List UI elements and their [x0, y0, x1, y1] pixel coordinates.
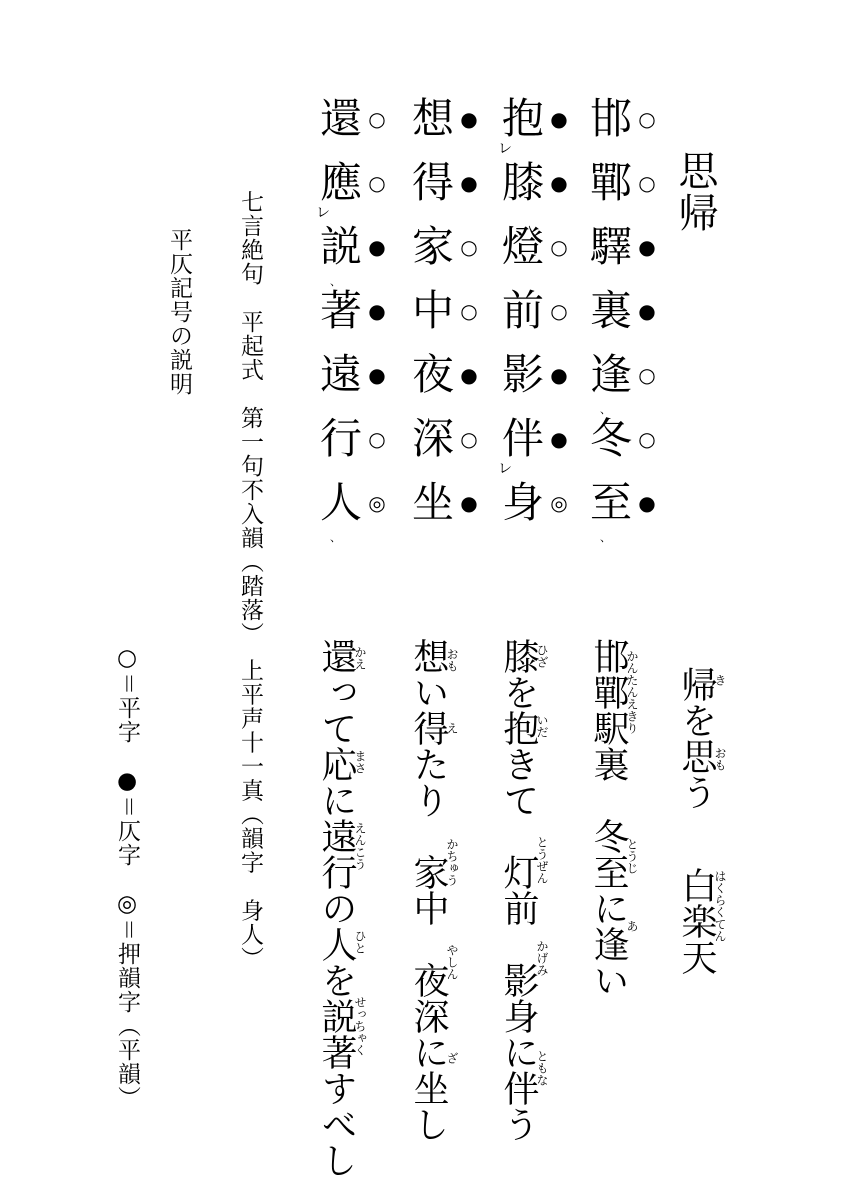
- kaeriten-mark: レ: [498, 141, 512, 157]
- kanbun-char: 坐: [411, 478, 454, 527]
- kanbun-cell: [410, 96, 482, 160]
- tone-mark: ○: [460, 427, 478, 451]
- kanbun-char: 夜: [411, 350, 454, 399]
- reading-line-4-ruby-1: かえ: [353, 646, 367, 670]
- reading-line-3-ruby-1: おも: [445, 648, 459, 672]
- tone-mark: ●: [368, 363, 386, 387]
- kanbun-char: 還: [319, 94, 362, 143]
- kanbun-cell: [588, 480, 660, 544]
- kanbun-char: 鄲: [589, 158, 632, 207]
- kanbun-cell: [410, 288, 482, 352]
- kanbun-char: 驛: [589, 222, 632, 271]
- kanbun-cell: [318, 352, 390, 416]
- kanbun-char: 家: [411, 222, 454, 271]
- reading-line-4-ruby-2: まさ: [353, 750, 367, 774]
- kanbun-char: 前: [501, 286, 544, 335]
- reading-line-4-ruby-3: えんこう: [353, 822, 367, 870]
- tone-mark: ●: [460, 491, 478, 515]
- kanbun-char: 邯: [589, 94, 632, 143]
- kanbun-char: 中: [411, 286, 454, 335]
- kanbun-cell: [318, 416, 390, 480]
- kanbun-cell: [410, 224, 482, 288]
- reading-line-1-ruby-2: とうじ: [625, 838, 639, 874]
- kanbun-char: 人: [319, 478, 362, 527]
- reading-line-4-ruby-4: ひと: [353, 930, 367, 954]
- title-reading-ruby-2: おも: [713, 747, 727, 771]
- tone-mark: ◎: [550, 491, 568, 515]
- reading-line-2-ruby-4: かげみ: [535, 940, 549, 976]
- kanbun-cell: [588, 96, 660, 160]
- tone-mark: ●: [638, 491, 656, 515]
- tone-mark: ●: [638, 299, 656, 323]
- reading-line-3: 想い得たり 家中 夜深に坐し: [408, 638, 449, 1142]
- kanbun-cell: [318, 224, 390, 288]
- title-reading-ruby-1: き: [713, 674, 727, 686]
- tone-mark: ○: [638, 107, 656, 131]
- reading-line-4: 還って応に遠行の人を説著すべし: [316, 638, 357, 1178]
- tone-mark: ○: [460, 299, 478, 323]
- reading-line-3-ruby-4: やしん: [445, 944, 459, 980]
- reading-line-1-ruby-1: かんたんえきり: [625, 650, 639, 734]
- tone-mark: ○: [368, 171, 386, 195]
- reading-line-2-ruby-5: ともな: [535, 1050, 549, 1086]
- reading-dot: 、: [600, 531, 611, 544]
- kanbun-char: 抱: [501, 94, 544, 143]
- kanbun-char: 伴: [501, 414, 544, 463]
- tone-mark: ○: [368, 107, 386, 131]
- kanbun-char: 燈: [501, 222, 544, 271]
- kanbun-cell: [500, 96, 572, 160]
- title-reading: 帰を思う: [676, 666, 717, 810]
- tone-mark: ○: [638, 363, 656, 387]
- tone-mark: ○: [368, 427, 386, 451]
- kanbun-char: 裏: [589, 286, 632, 335]
- reading-line-1-ruby-3: あ: [625, 920, 639, 932]
- kanbun-char: 説: [319, 222, 362, 271]
- tone-mark: ●: [368, 235, 386, 259]
- poem-title: 思帰: [672, 150, 718, 234]
- kanbun-cell: [500, 288, 572, 352]
- reading-line-1: 邯鄲駅裏 冬至に逢い: [588, 638, 629, 998]
- kanbun-char: 得: [411, 158, 454, 207]
- author: 白楽天: [676, 867, 717, 975]
- tone-mark: ○: [638, 171, 656, 195]
- kanbun-cell: [500, 480, 572, 544]
- tone-mark: ○: [550, 235, 568, 259]
- tone-mark: ●: [638, 235, 656, 259]
- kanbun-char: 遠: [319, 350, 362, 399]
- kanbun-char: 影: [501, 350, 544, 399]
- kanbun-cell: [500, 224, 572, 288]
- tone-mark: ●: [550, 363, 568, 387]
- kanbun-char: 膝: [501, 158, 544, 207]
- legend: ○＝平字 ●＝仄字 ◎＝押韻字（平韻）: [114, 645, 140, 1110]
- kanbun-char: 著: [319, 286, 362, 335]
- kaeriten-mark: レ: [498, 461, 512, 477]
- kanbun-char: 逢: [589, 350, 632, 399]
- kanbun-cell: [588, 416, 660, 480]
- kanbun-char: 深: [411, 414, 454, 463]
- kanbun-cell: [410, 480, 482, 544]
- kanbun-char: 應: [319, 158, 362, 207]
- kanbun-cell: [588, 160, 660, 224]
- kanbun-char: 至: [589, 478, 632, 527]
- kaeriten-mark: レ: [316, 205, 330, 221]
- kanbun-cell: [500, 416, 572, 480]
- kanbun-cell: [588, 352, 660, 416]
- kanbun-cell: [588, 288, 660, 352]
- kanbun-cell: [318, 96, 390, 160]
- tone-mark: ●: [460, 171, 478, 195]
- tone-mark: ◎: [368, 491, 386, 515]
- kanbun-cell: [410, 160, 482, 224]
- kanbun-char: 身: [501, 478, 544, 527]
- kanbun-cell: [318, 288, 390, 352]
- legend-title: 平仄記号の説明: [166, 228, 192, 396]
- kanbun-cell: [410, 416, 482, 480]
- kanbun-cell: [500, 352, 572, 416]
- reading-line-2: 膝を抱きて 灯前 影身に伴う: [498, 638, 539, 1142]
- tone-mark: ○: [460, 235, 478, 259]
- reading-line-3-ruby-3: かちゅう: [445, 838, 459, 886]
- reading-line-2-ruby-2: いだ: [535, 714, 549, 738]
- tone-mark: ●: [460, 107, 478, 131]
- kanbun-cell: [318, 160, 390, 224]
- form-info: 七言絶句 平起式 第一句不入韻（踏落） 上平声十一真（韻字 身人）: [237, 190, 263, 971]
- kanbun-cell: [588, 224, 660, 288]
- reading-line-2-ruby-3: とうぜん: [535, 836, 549, 884]
- reading-dot: 、: [600, 403, 611, 416]
- reading-line-4-ruby-5: せっちゃく: [353, 996, 367, 1056]
- tone-mark: ○: [638, 427, 656, 451]
- reading-line-3-ruby-5: ざ: [445, 1052, 459, 1064]
- tone-mark: ○: [550, 299, 568, 323]
- kanbun-char: 行: [319, 414, 362, 463]
- reading-dot: 、: [330, 531, 341, 544]
- tone-mark: ●: [550, 107, 568, 131]
- author-reading: はくらくてん: [713, 870, 727, 942]
- kanbun-char: 想: [411, 94, 454, 143]
- reading-line-2-ruby-1: ひざ: [535, 644, 549, 668]
- kanbun-char: 冬: [589, 414, 632, 463]
- reading-dot: 、: [330, 275, 341, 288]
- kanbun-cell: [318, 480, 390, 544]
- tone-mark: ●: [550, 171, 568, 195]
- reading-line-3-ruby-2: え: [445, 722, 459, 734]
- kanbun-cell: [410, 352, 482, 416]
- tone-mark: ●: [550, 427, 568, 451]
- kanbun-cell: [500, 160, 572, 224]
- tone-mark: ●: [460, 363, 478, 387]
- tone-mark: ●: [368, 299, 386, 323]
